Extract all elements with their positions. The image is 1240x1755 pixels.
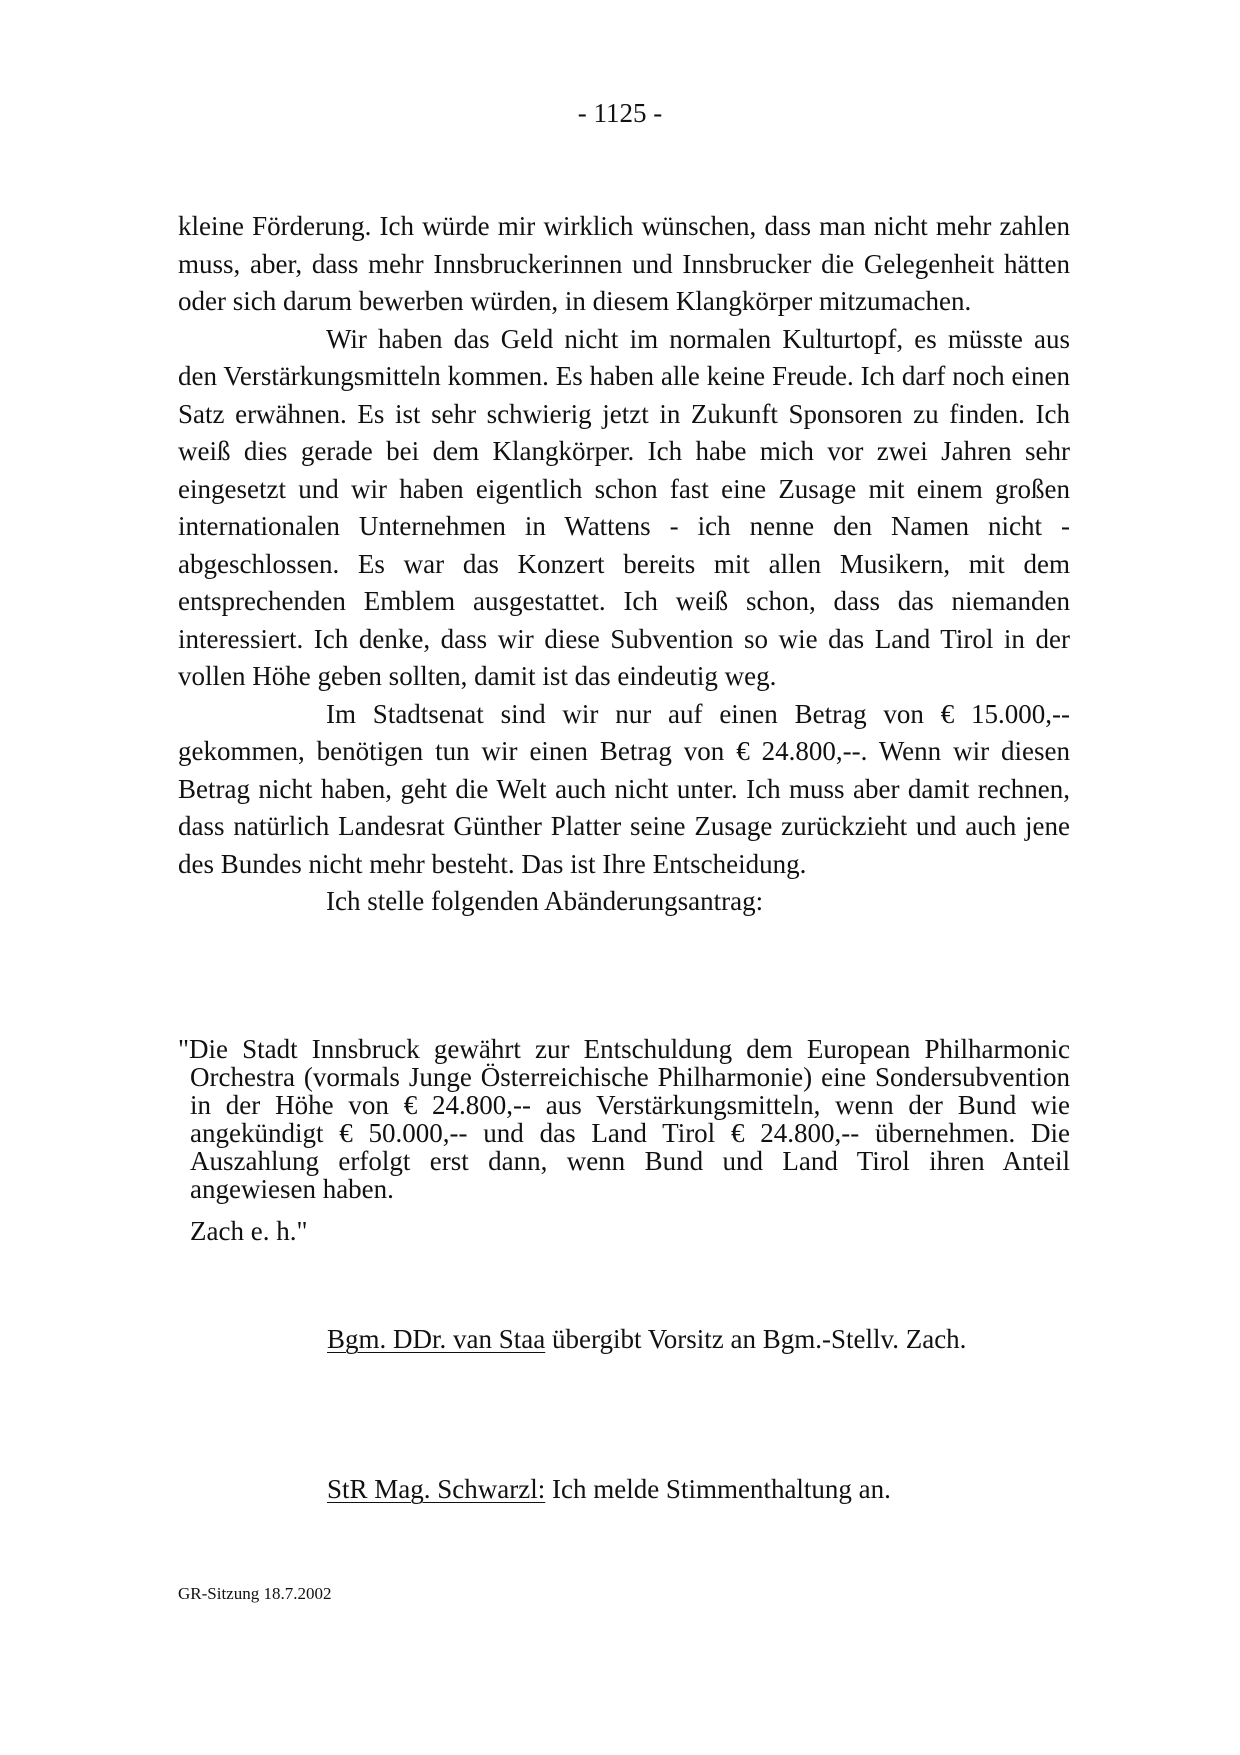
motion-text: "Die Stadt Innsbruck gewährt zur Entschuldung dem European Philharmonic Orchestra (vormals Junge Österreichische Philharmonie) eine Sondersubvention in der Höhe von € 24.800,-- aus Verstärkungsmitteln, wenn der Bund wie angekündigt € 50.000,-- und das Land Tirol € 24.800,-- übernehmen. Die Auszahlung erfolgt erst dann, wenn Bund und Land Tirol ihren Anteil angewiesen haben. <box>178 1034 1070 1204</box>
paragraph-2: Wir haben das Geld nicht im normalen Kulturtopf, es müsste aus den Verstärkungsmitteln kommen. Es haben alle keine Freude. Ich darf noch einen Satz erwähnen. Es ist sehr schwierig jetzt in Zukunft Sponsoren zu finden. Ich weiß dies gerade bei dem Klangkörper. Ich habe mich vor zwei Jahren sehr eingesetzt und wir haben eigentlich schon fast eine Zusage mit einem großen internationalen Unternehmen in Wattens - ich nenne den Namen nicht - abgeschlossen. Es war das Konzert bereits mit allen Musikern, mit dem entsprechenden Emblem ausgestattet. Ich weiß schon, dass das niemanden interessiert. Ich denke, dass wir diese Subvention so wie das Land Tirol in der vollen Höhe geben sollten, damit ist das eindeutig weg. <box>178 323 1070 691</box>
speaker-name-1: Bgm. DDr. van Staa <box>327 1324 546 1354</box>
page-footer: GR-Sitzung 18.7.2002 <box>178 1584 332 1603</box>
paragraph-3: Im Stadtsenat sind wir nur auf einen Betrag von € 15.000,-- gekommen, benötigen tun wir einen Betrag von € 24.800,--. Wenn wir diesen Betrag nicht haben, geht die Welt auch nicht unter. Ich muss aber damit rechnen, dass natürlich Landesrat Günther Platter seine Zusage zurückzieht und auch jene des Bundes nicht mehr besteht. Das ist Ihre Entscheidung. <box>178 698 1070 879</box>
statement-text-1: übergibt Vorsitz an Bgm.-Stellv. Zach. <box>545 1324 967 1354</box>
statement-2 <box>327 1472 891 1506</box>
motion-signature: Zach e. h." <box>190 1216 308 1246</box>
statement-text-2: Ich melde Stimmenthaltung an. <box>545 1474 891 1504</box>
speaker-name-2: StR Mag. Schwarzl: <box>327 1474 546 1504</box>
motion-quote <box>178 1035 1070 1248</box>
paragraph-1: kleine Förderung. Ich würde mir wirklich wünschen, dass man nicht mehr zahlen muss, aber, dass mehr Innsbruckerinnen und Innsbrucker die Gelegenheit hätten oder sich darum bewerben würden, in diesem Klangkörper mitzumachen. <box>178 211 1070 316</box>
statement-1 <box>327 1322 966 1356</box>
body-text <box>178 208 1070 921</box>
page-number: - 1125 - <box>577 98 663 128</box>
paragraph-4: Ich stelle folgenden Abänderungsantrag: <box>326 886 764 916</box>
